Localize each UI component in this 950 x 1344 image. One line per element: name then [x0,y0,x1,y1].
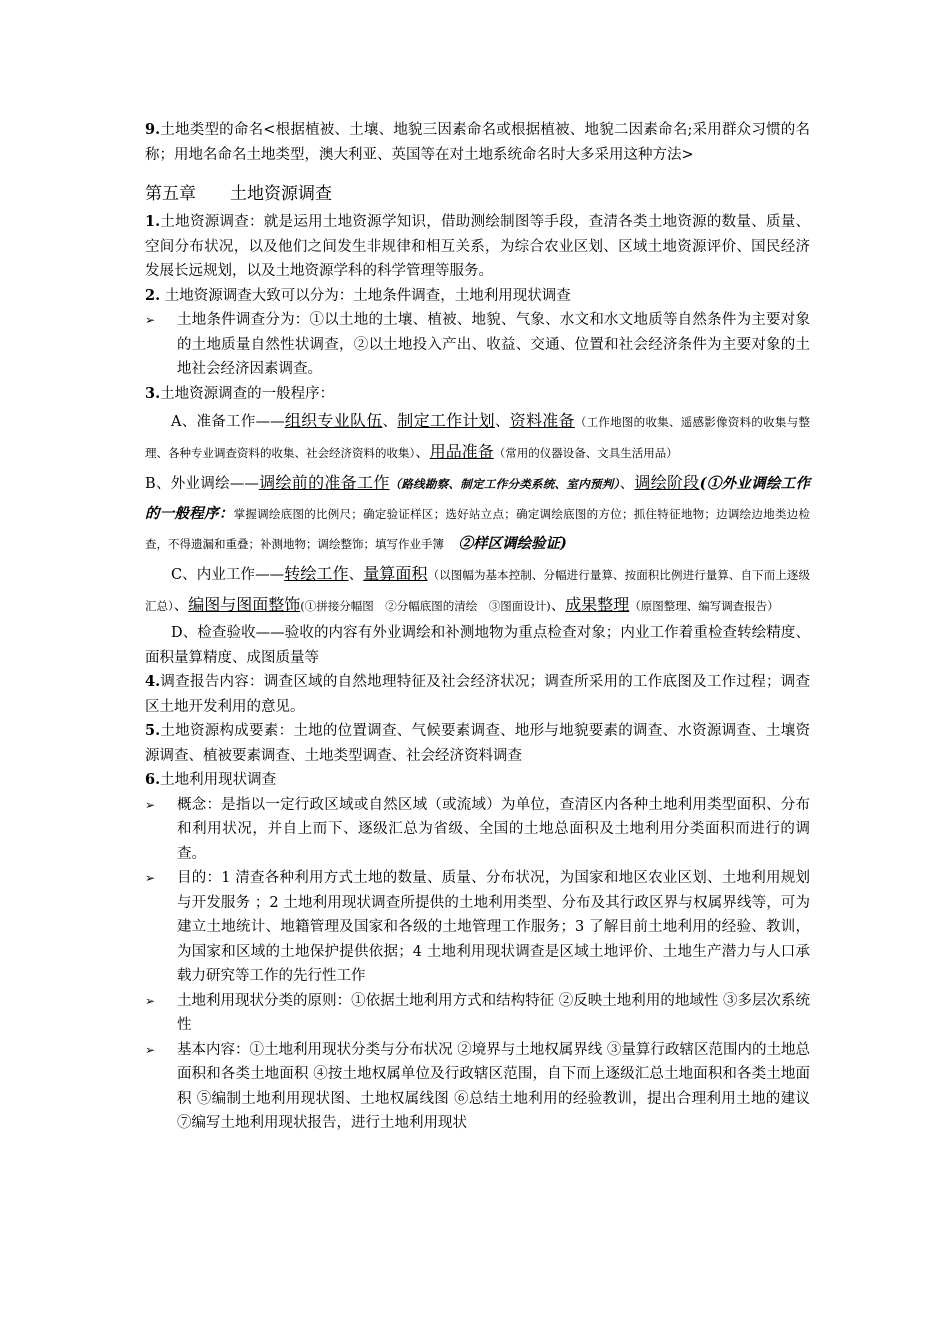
paragraph-6 [145,768,810,793]
step-label: A、准备工作—— [171,414,285,430]
bullet-item [145,989,810,1038]
item-number: 6. [145,771,161,788]
paragraph-text: 土地资源调查的一般程序： [160,385,335,402]
paragraph-text: 土地资源调查大致可以分为：土地条件调查，土地利用现状调查 [160,287,571,304]
paragraph-9 [145,118,810,167]
paragraph-5 [145,719,810,768]
task-note-bold: （路线勘察、制定工作分类系统、室内预判） [389,477,620,491]
separator: 、 [173,598,189,614]
procedure-d: D、检查验收——验收的内容有外业调绘和补测地物为重点检查对象；内业工作着重检查转绘精度、面积量算精度、成图质量等 [145,625,810,666]
chapter-title: 第五章 土地资源调查 [145,184,332,204]
paragraph-2 [145,284,810,309]
task-link: 调绘前的准备工作 [258,473,390,492]
item-number: 5. [145,722,161,739]
task-link: 量算面积 [363,564,428,583]
task-link: 资料准备 [509,411,575,430]
paragraph-text: 土地资源构成要素：土地的位置调查、气候要素调查、地形与地貌要素的调查、水资源调查、土壤资源调查、植被要素调查、土地类型调查、社会经济资料调查 [145,723,810,764]
document-page [145,118,810,1136]
arrow-bullet-icon: ➢ [145,1042,156,1057]
paragraph-text: 土地类型的命名<根据植被、土壤、地貌三因素命名或根据植被、地貌二因素命名;采用群众习惯的名称；用地名命名土地类型，澳大利亚、英国等在对土地系统命名时大多采用这种方法> [145,122,810,163]
bullet-item [145,866,810,989]
item-number: 9. [145,121,161,138]
separator: 、 [550,598,566,614]
item-number: 3. [145,384,161,402]
bullet-text: 概念：是指以一定行政区域或自然区域（或流域）为单位，查清区内各种土地利用类型面积、分布和利用状况，并自上而下、逐级汇总为省级、全国的土地总面积及土地利用分类面积而进行的调查。 [177,796,810,862]
arrow-bullet-icon: ➢ [145,797,156,812]
paragraph-text: 土地资源调查：就是运用土地资源学知识，借助测绘制图等手段，查清各类土地资源的数量、质量、空间分布状况，以及他们之间发生非规律和相互关系，为综合农业区划、区域土地资源评价、国民经济发展长远规划，以及土地资源学科的科学管理等服务。 [145,214,810,279]
task-note: （原图整理、编写调查报告） [629,599,779,613]
procedure-a [145,406,810,468]
task-note: (①拼接分幅图 ②分幅底图的清绘 ③图面设计) [300,599,551,613]
paragraph-text: 调查报告内容：调查区域的自然地理特征及社会经济状况；调查所采用的工作底图及工作过程；调查区土地开发利用的意见。 [145,674,810,715]
bullet-text: 基本内容：①土地利用现状分类与分布状况 ②境界与土地权属界线 ③量算行政辖区范围内的土地总面积和各类土地面积 ④按土地权属单位及行政辖区范围，自下而上逐级汇总土地面积和各类土地面积 ⑤编制土地利用现状图、土地权属线图 ⑥总结土地利用的经验教训，提出合理利用土地的建议 ⑦编写土地利用现状报告，进行土地利用现状 [177,1041,810,1131]
paragraph-text: 土地利用现状调查 [160,772,277,788]
task-link: 编图与图面整饰 [188,595,301,614]
task-link: 用品准备 [429,442,494,461]
separator: 、 [619,476,635,492]
bullet-text: 土地利用现状分类的原则：①依据土地利用方式和结构特征 ②反映土地利用的地域性 ③多层次系统性 [177,992,810,1033]
bullet-text: 目的：1 清查各种利用方式土地的数量、质量、分布状况，为国家和地区农业区划、土地利用规划与开发服务 ；2 土地利用现状调查所提供的土地利用类型、分布及其行政区界与权属界线等，可为建立土地统计、地籍管理及国家和各级的土地管理工作服务；3 了解目前土地利用的经验、教训，为国家和区域的土地保护提供依据；4 土地利用现状调查是区域土地评价、土地生产潜力与人口承载力研究等工作的先行性工作 [177,870,810,984]
bullet-item [145,1038,810,1136]
task-note-bold: (①外业调绘工作的一般程序： [145,475,810,522]
paragraph-4 [145,670,810,719]
paragraph-3 [145,382,810,407]
item-number: 4. [145,673,161,690]
separator: 、 [494,414,510,430]
bullet-item [145,308,810,382]
separator: 、 [382,414,398,430]
procedure-c [145,559,810,621]
task-note: （常用的仪器设备、文具生活用品） [493,446,678,460]
task-link: 制定工作计划 [397,411,495,430]
separator: 、 [348,567,364,583]
arrow-bullet-icon: ➢ [145,313,156,327]
task-link: 成果整理 [565,595,630,614]
step-label: B、外业调绘—— [145,476,259,492]
item-number: 1. [145,213,161,230]
paragraph-1 [145,210,810,284]
separator: 、 [415,445,430,461]
task-link: 调绘阶段 [634,473,700,492]
procedure-b [145,468,810,559]
task-note-bold: ②样区调绘验证) [458,535,567,552]
item-number: 2. [145,286,161,304]
bullet-item [145,793,810,867]
arrow-bullet-icon: ➢ [145,993,156,1008]
task-link: 组织专业队伍 [284,411,383,430]
step-label: C、内业工作—— [171,567,285,583]
task-note: （以图幅为基本控制、分幅进行量算、按面积比例进行量算、自下而上逐级汇总） [145,568,810,613]
task-link: 转绘工作 [284,564,349,583]
task-note: 掌握调绘底图的比例尺；确定验证样区；选好站立点；确定调绘底图的方位；抓住特征地物；边调绘边地类边检查，不得遗漏和重叠；补测地物；调绘整饰；填写作业手簿 [145,507,811,551]
arrow-bullet-icon: ➢ [145,871,156,885]
task-note: （工作地图的收集、遥感影像资料的收集与整理、各种专业调查资料的收集、社会经济资料的收集） [145,415,810,460]
bullet-text: 土地条件调查分为：①以土地的土壤、植被、地貌、气象、水文和水文地质等自然条件为主要对象的土地质量自然性状调查，②以土地投入产出、收益、交通、位置和社会经济条件为主要对象的土地社会经济因素调查。 [177,312,810,377]
